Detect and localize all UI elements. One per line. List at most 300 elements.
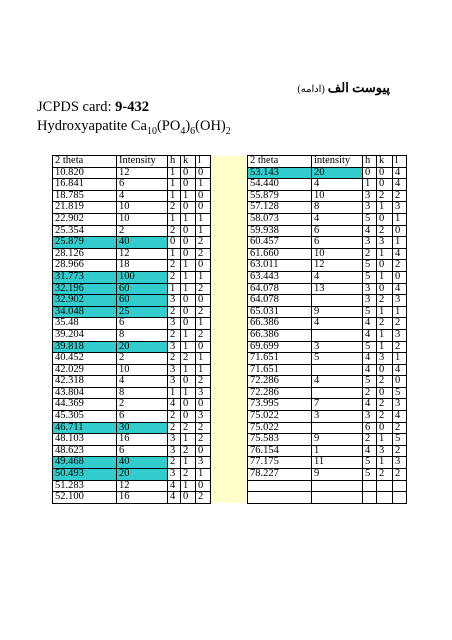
table-cell: 21.819: [53, 202, 117, 214]
table-cell: 0: [393, 225, 407, 237]
table-cell: 2: [196, 306, 211, 318]
table-cell: 42.318: [53, 376, 117, 388]
table-cell: 2: [196, 376, 211, 388]
table-cell: 2: [181, 445, 196, 457]
jcpds-card-line: [37, 98, 231, 117]
table-row: [53, 202, 407, 214]
table-cell: 40.452: [53, 353, 117, 365]
table-cell: 0: [377, 260, 393, 272]
table-cell: 39.818: [53, 341, 117, 353]
table-cell: 55.879: [248, 190, 312, 202]
table-cell: 1: [393, 306, 407, 318]
table-cell: 0: [181, 295, 196, 307]
table-spacer: [211, 283, 248, 295]
table-cell: 2: [363, 248, 377, 260]
table-spacer: [211, 167, 248, 179]
table-cell: 71.651: [248, 353, 312, 365]
column-header: k: [377, 156, 393, 168]
mineral-name: Hydroxyapatite Ca: [37, 118, 147, 134]
table-cell: 4: [393, 411, 407, 423]
table-cell: 4: [393, 248, 407, 260]
table-cell: [312, 422, 363, 434]
table-cell: 1: [377, 457, 393, 469]
table-spacer: [211, 318, 248, 330]
table-cell: [248, 492, 312, 504]
table-cell: 73.995: [248, 399, 312, 411]
table-cell: 1: [181, 190, 196, 202]
table-cell: 7: [312, 399, 363, 411]
table-cell: 66.386: [248, 318, 312, 330]
table-cell: 63.011: [248, 260, 312, 272]
table-cell: 3: [393, 329, 407, 341]
formula-part: (PO: [156, 118, 181, 134]
table-row: [53, 411, 407, 423]
table-cell: 0: [181, 167, 196, 179]
table-cell: 66.386: [248, 329, 312, 341]
table-cell: 52.100: [53, 492, 117, 504]
table-spacer: [211, 364, 248, 376]
table-cell: 25.879: [53, 237, 117, 249]
table-cell: 3: [168, 364, 181, 376]
table-cell: 2: [196, 248, 211, 260]
table-cell: 5: [363, 341, 377, 353]
table-cell: 25: [117, 306, 168, 318]
table-spacer: [211, 179, 248, 191]
table-row: [53, 364, 407, 376]
table-cell: 76.154: [248, 445, 312, 457]
table-cell: 49.468: [53, 457, 117, 469]
table-cell: 51.283: [53, 480, 117, 492]
table-cell: 34.048: [53, 306, 117, 318]
table-cell: 8: [117, 387, 168, 399]
table-cell: 0: [196, 399, 211, 411]
table-cell: 3: [393, 457, 407, 469]
table-cell: 3: [312, 411, 363, 423]
table-cell: 54.440: [248, 179, 312, 191]
table-cell: [312, 364, 363, 376]
table-row: [53, 225, 407, 237]
table-cell: 46.711: [53, 422, 117, 434]
column-header: h: [363, 156, 377, 168]
table-cell: 4: [168, 480, 181, 492]
table-cell: 1: [168, 387, 181, 399]
table-cell: 2: [196, 434, 211, 446]
table-cell: 2: [168, 306, 181, 318]
table-cell: 44.369: [53, 399, 117, 411]
column-header: k: [181, 156, 196, 168]
table-cell: 4: [363, 353, 377, 365]
table-cell: 69.699: [248, 341, 312, 353]
table-cell: 8: [117, 329, 168, 341]
table-cell: [363, 480, 377, 492]
formula-subscript: 6: [190, 125, 196, 137]
table-cell: 0: [181, 492, 196, 504]
table-cell: 2: [393, 260, 407, 272]
table-spacer: [211, 248, 248, 260]
column-header: 2 theta: [248, 156, 312, 168]
table-cell: 5: [363, 457, 377, 469]
table-cell: 0: [377, 364, 393, 376]
table-cell: 0: [196, 190, 211, 202]
table-cell: 1: [377, 202, 393, 214]
table-cell: 2: [181, 469, 196, 481]
table-row: [53, 399, 407, 411]
table-cell: 20: [312, 167, 363, 179]
table-cell: 4: [312, 271, 363, 283]
table-cell: 1: [168, 213, 181, 225]
table-cell: 4: [168, 399, 181, 411]
table-cell: 4: [363, 318, 377, 330]
table-cell: 1: [196, 271, 211, 283]
table-row: [53, 376, 407, 388]
table-cell: [248, 480, 312, 492]
table-row: [53, 190, 407, 202]
table-cell: 28.966: [53, 260, 117, 272]
table-cell: 0: [377, 167, 393, 179]
table-cell: 0: [377, 387, 393, 399]
table-cell: 1: [393, 237, 407, 249]
table-cell: 1: [377, 306, 393, 318]
table-cell: 6: [117, 445, 168, 457]
table-cell: 3: [168, 469, 181, 481]
table-cell: 2: [363, 387, 377, 399]
card-heading: [37, 98, 231, 136]
table-cell: 3: [363, 283, 377, 295]
table-cell: [363, 492, 377, 504]
table-cell: 2: [393, 341, 407, 353]
table-cell: 0: [196, 167, 211, 179]
table-cell: 2: [377, 190, 393, 202]
table-cell: 2: [196, 329, 211, 341]
table-cell: 3: [196, 411, 211, 423]
table-cell: 0: [196, 341, 211, 353]
table-cell: 1: [377, 271, 393, 283]
table-cell: 4: [393, 167, 407, 179]
table-cell: 20: [117, 469, 168, 481]
table-header-row: [53, 156, 407, 168]
table-cell: 1: [168, 283, 181, 295]
table-cell: 32.902: [53, 295, 117, 307]
table-cell: 2: [377, 399, 393, 411]
table-cell: 10.820: [53, 167, 117, 179]
table-cell: 16.841: [53, 179, 117, 191]
table-cell: 0: [377, 283, 393, 295]
table-spacer: [211, 225, 248, 237]
table-cell: 4: [312, 213, 363, 225]
table-cell: 3: [196, 457, 211, 469]
table-cell: 16: [117, 434, 168, 446]
table-cell: 4: [117, 190, 168, 202]
table-cell: 0: [363, 167, 377, 179]
table-spacer: [211, 306, 248, 318]
table-cell: 63.443: [248, 271, 312, 283]
table-spacer: [211, 376, 248, 388]
table-cell: 12: [117, 167, 168, 179]
table-cell: 2: [377, 376, 393, 388]
table-cell: [377, 492, 393, 504]
table-spacer: [211, 411, 248, 423]
table-cell: 72.286: [248, 376, 312, 388]
table-cell: 4: [168, 492, 181, 504]
table-cell: 3: [363, 295, 377, 307]
table-cell: 16: [117, 492, 168, 504]
table-cell: 6: [312, 225, 363, 237]
formula-subscript: 4: [180, 125, 186, 137]
table-cell: 6: [117, 179, 168, 191]
table-cell: 1: [181, 283, 196, 295]
table-cell: 59.938: [248, 225, 312, 237]
table-row: [53, 260, 407, 272]
table-spacer: [211, 190, 248, 202]
appendix-continued-note: (ادامه): [297, 84, 325, 95]
table-spacer: [211, 434, 248, 446]
table-cell: 1: [377, 329, 393, 341]
table-row: [53, 213, 407, 225]
table-cell: 10: [117, 364, 168, 376]
table-row: [53, 469, 407, 481]
table-cell: 10: [312, 248, 363, 260]
table-cell: 3: [363, 411, 377, 423]
table-spacer: [211, 341, 248, 353]
table-row: [53, 457, 407, 469]
table-cell: 0: [377, 422, 393, 434]
table-cell: 2: [393, 445, 407, 457]
table-cell: 75.583: [248, 434, 312, 446]
jcpds-card-number: 9-432: [115, 99, 149, 115]
table-row: [53, 179, 407, 191]
table-cell: 1: [377, 434, 393, 446]
table-row: [53, 329, 407, 341]
table-cell: 6: [117, 318, 168, 330]
table-row: [53, 422, 407, 434]
table-row: [53, 283, 407, 295]
table-cell: 0: [377, 179, 393, 191]
table-cell: 100: [117, 271, 168, 283]
table-cell: 58.073: [248, 213, 312, 225]
table-cell: 3: [168, 434, 181, 446]
table-cell: 32.196: [53, 283, 117, 295]
table-cell: 72.286: [248, 387, 312, 399]
table-cell: 1: [168, 190, 181, 202]
table-cell: 61.660: [248, 248, 312, 260]
table-cell: 3: [393, 399, 407, 411]
table-cell: 4: [363, 329, 377, 341]
table-cell: 71.651: [248, 364, 312, 376]
table-spacer: [211, 295, 248, 307]
table-cell: 60: [117, 295, 168, 307]
table-cell: 1: [181, 387, 196, 399]
table-cell: 0: [196, 260, 211, 272]
table-cell: 31.773: [53, 271, 117, 283]
table-row: [53, 492, 407, 504]
table-cell: 9: [312, 434, 363, 446]
table-cell: 2: [393, 469, 407, 481]
table-cell: 2: [196, 283, 211, 295]
table-cell: [312, 492, 363, 504]
table-row: [53, 248, 407, 260]
table-row: [53, 167, 407, 179]
table-cell: [312, 480, 363, 492]
table-cell: 0: [181, 306, 196, 318]
table-cell: 1: [393, 353, 407, 365]
table-cell: 0: [196, 295, 211, 307]
table-cell: 1: [196, 213, 211, 225]
table-cell: 50.493: [53, 469, 117, 481]
table-cell: 5: [363, 469, 377, 481]
table-cell: 5: [312, 353, 363, 365]
table-cell: 0: [181, 225, 196, 237]
table-cell: 2: [168, 353, 181, 365]
table-cell: 77.175: [248, 457, 312, 469]
table-cell: 10: [117, 202, 168, 214]
table-cell: 1: [168, 179, 181, 191]
table-cell: 3: [168, 318, 181, 330]
table-cell: 40: [117, 457, 168, 469]
table-cell: 1: [196, 225, 211, 237]
table-cell: [377, 480, 393, 492]
table-cell: 0: [196, 202, 211, 214]
table-cell: 45.305: [53, 411, 117, 423]
formula-subscript: 10: [146, 125, 157, 137]
table-cell: 3: [393, 295, 407, 307]
appendix-header: [297, 79, 390, 97]
table-cell: 3: [363, 190, 377, 202]
table-cell: 1: [377, 341, 393, 353]
table-cell: 64.078: [248, 295, 312, 307]
table-cell: 2: [196, 237, 211, 249]
table-cell: 2: [117, 225, 168, 237]
table-cell: 2: [393, 422, 407, 434]
column-header: intensity: [312, 156, 363, 168]
table-cell: 2: [168, 202, 181, 214]
table-spacer: [211, 480, 248, 492]
table-cell: 2: [168, 225, 181, 237]
table-cell: 3: [168, 341, 181, 353]
table-cell: 3: [377, 445, 393, 457]
table-cell: 1: [312, 445, 363, 457]
table-cell: 0: [393, 271, 407, 283]
table-spacer: [211, 445, 248, 457]
table-cell: 42.029: [53, 364, 117, 376]
table-cell: 5: [363, 213, 377, 225]
formula-part: ): [185, 118, 191, 134]
table-cell: 28.126: [53, 248, 117, 260]
table-cell: 2: [377, 295, 393, 307]
table-cell: 18: [117, 260, 168, 272]
table-cell: 12: [312, 260, 363, 272]
table-cell: 3: [377, 353, 393, 365]
table-cell: 48.623: [53, 445, 117, 457]
table-cell: 3: [168, 295, 181, 307]
table-cell: 5: [363, 376, 377, 388]
table-row: [53, 387, 407, 399]
table-cell: 2: [363, 434, 377, 446]
table-cell: 48.103: [53, 434, 117, 446]
table-cell: 75.022: [248, 422, 312, 434]
table-cell: [312, 295, 363, 307]
table-cell: 5: [363, 260, 377, 272]
column-header: l: [393, 156, 407, 168]
table-spacer: [211, 202, 248, 214]
table-cell: 0: [181, 376, 196, 388]
jcpds-card-label: JCPDS card:: [37, 99, 116, 115]
table-cell: 3: [363, 202, 377, 214]
table-spacer: [211, 260, 248, 272]
table-cell: 4: [363, 399, 377, 411]
table-cell: 13: [312, 283, 363, 295]
table-cell: 0: [196, 480, 211, 492]
table-cell: 5: [363, 306, 377, 318]
table-cell: [393, 480, 407, 492]
table-cell: 64.078: [248, 283, 312, 295]
table-cell: 1: [181, 341, 196, 353]
table-cell: 4: [363, 225, 377, 237]
table-cell: 4: [393, 179, 407, 191]
table-cell: 39.204: [53, 329, 117, 341]
table-cell: 2: [377, 225, 393, 237]
table-cell: 57.128: [248, 202, 312, 214]
table-cell: 3: [168, 445, 181, 457]
table-cell: 4: [393, 364, 407, 376]
table-cell: 4: [363, 445, 377, 457]
table-cell: 2: [168, 411, 181, 423]
table-spacer: [211, 156, 248, 168]
column-header: h: [168, 156, 181, 168]
table-cell: 3: [196, 387, 211, 399]
table-spacer: [211, 387, 248, 399]
table-cell: 1: [363, 179, 377, 191]
table-cell: [393, 492, 407, 504]
table-spacer: [211, 329, 248, 341]
table-row: [53, 318, 407, 330]
table-spacer: [211, 213, 248, 225]
table-cell: 2: [168, 422, 181, 434]
table-cell: 43.804: [53, 387, 117, 399]
table-cell: 2: [168, 260, 181, 272]
table-cell: 78.227: [248, 469, 312, 481]
column-header: 2 theta: [53, 156, 117, 168]
table-cell: 20: [117, 341, 168, 353]
mineral-formula: [37, 117, 231, 136]
table-cell: 9: [312, 469, 363, 481]
table-cell: 4: [117, 376, 168, 388]
table-spacer: [211, 271, 248, 283]
table-cell: 9: [312, 306, 363, 318]
table-spacer: [211, 492, 248, 504]
table-cell: 2: [117, 399, 168, 411]
table-cell: 3: [363, 237, 377, 249]
table-cell: 2: [168, 329, 181, 341]
table-cell: 40: [117, 237, 168, 249]
appendix-title: پیوست الف: [327, 80, 390, 95]
table-cell: 2: [196, 492, 211, 504]
table-cell: 0: [181, 399, 196, 411]
xrd-peak-table: [52, 155, 407, 504]
table-cell: 1: [181, 457, 196, 469]
table-cell: 1: [181, 364, 196, 376]
table-cell: 4: [312, 318, 363, 330]
table-cell: 22.902: [53, 213, 117, 225]
table-cell: 2: [168, 457, 181, 469]
table-cell: 0: [196, 445, 211, 457]
table-cell: 12: [117, 480, 168, 492]
table-row: [53, 480, 407, 492]
table-spacer: [211, 237, 248, 249]
table-row: [53, 271, 407, 283]
table-cell: 4: [363, 364, 377, 376]
table-cell: 1: [181, 329, 196, 341]
table-cell: 3: [393, 202, 407, 214]
